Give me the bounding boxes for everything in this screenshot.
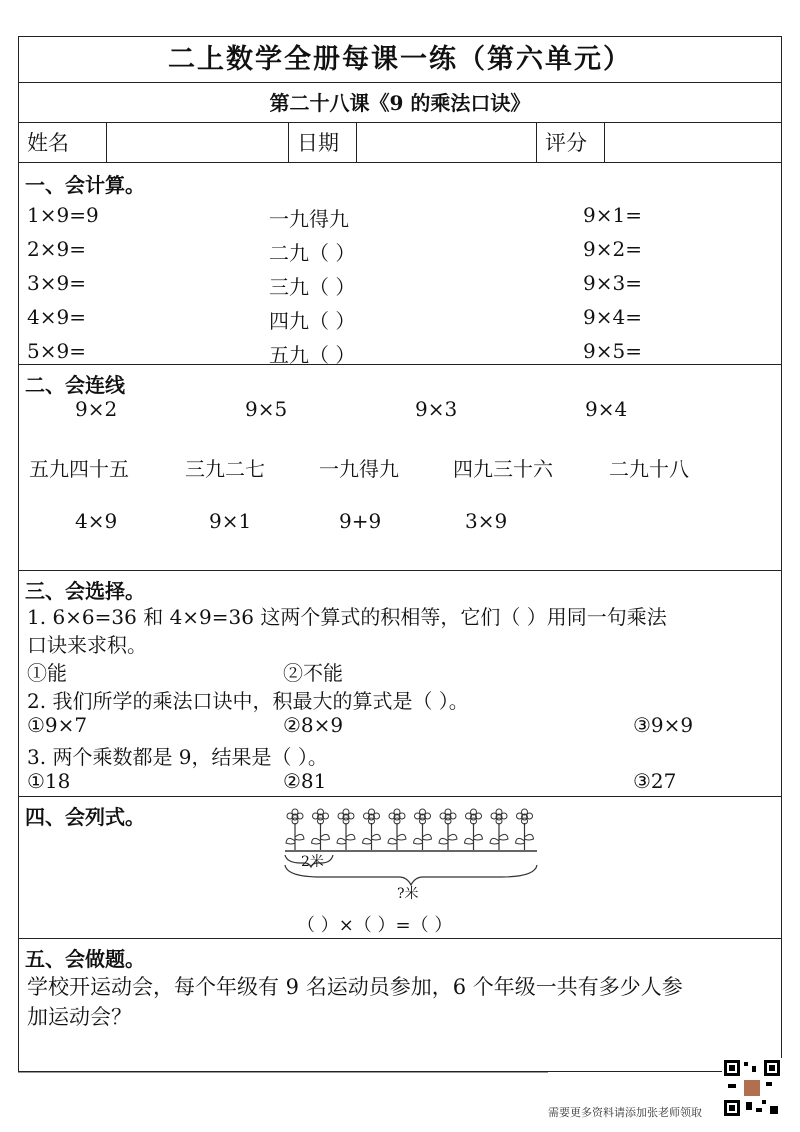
flower-icon: [516, 809, 534, 850]
calc-item: 9×4=: [583, 305, 642, 329]
section-calculate: [19, 163, 781, 365]
score-field[interactable]: [605, 123, 780, 163]
calc-item: 2×9=: [27, 237, 86, 261]
section-heading: 四、会列式。: [25, 805, 145, 829]
worksheet: [18, 36, 782, 1072]
match-top-item[interactable]: 9×3: [415, 397, 458, 421]
equation-blank[interactable]: （ ）×（ ）=（ ）: [297, 915, 453, 936]
calc-item: 9×5=: [583, 339, 642, 363]
flower-icon: [388, 809, 406, 850]
option[interactable]: ①能: [27, 661, 67, 685]
calc-item: 9×2=: [583, 237, 642, 261]
match-middle-item[interactable]: 三九二七: [185, 457, 265, 481]
option[interactable]: ①18: [27, 769, 71, 793]
match-top-item[interactable]: 9×5: [245, 397, 288, 421]
calc-item: 1×9=9: [27, 203, 99, 227]
option[interactable]: ①9×7: [27, 713, 88, 737]
page-title: 二上数学全册每课一练（第六单元）: [19, 37, 781, 83]
section-heading: 一、会计算。: [25, 173, 145, 197]
calc-item: 9×1=: [583, 203, 642, 227]
section-choose: [19, 571, 781, 797]
problem-text: 学校开运动会，每个年级有 9 名运动员参加，6 个年级一共有多少人参: [27, 975, 683, 999]
option[interactable]: ③27: [633, 769, 677, 793]
rhyme-item: 五九（ ）: [269, 343, 356, 367]
question-text: 口诀来求积。: [27, 633, 147, 657]
info-row: [19, 123, 781, 163]
match-bottom-item[interactable]: 9+9: [339, 509, 382, 533]
section-heading: 三、会选择。: [25, 579, 145, 603]
match-middle-item[interactable]: 五九四十五: [29, 457, 129, 481]
section-equation: [19, 797, 781, 939]
rhyme-item: 三九（ ）: [269, 275, 356, 299]
segment-length-label: 2米: [301, 854, 324, 870]
flower-icon: [414, 809, 432, 850]
lesson-subtitle: 第二十八课《9 的乘法口诀》: [19, 83, 781, 123]
flower-icon: [286, 809, 304, 850]
question-text: 3. 两个乘数都是 9，结果是（ ）。: [27, 745, 328, 769]
question-text: 2. 我们所学的乘法口诀中，积最大的算式是（ ）。: [27, 689, 469, 713]
calc-item: 4×9=: [27, 305, 86, 329]
flower-icons: [286, 809, 534, 850]
calc-item: 9×3=: [583, 271, 642, 295]
flower-icon: [312, 809, 330, 850]
name-field[interactable]: [107, 123, 289, 163]
rhyme-item: 二九（ ）: [269, 241, 356, 265]
flower-icon: [439, 809, 457, 850]
flower-icon: [337, 809, 355, 850]
date-label: 日期: [289, 123, 357, 163]
match-middle-item[interactable]: 四九三十六: [453, 457, 553, 481]
problem-text: 加运动会？: [27, 1005, 132, 1029]
option[interactable]: ③9×9: [633, 713, 694, 737]
calc-item: 5×9=: [27, 339, 86, 363]
match-middle-item[interactable]: 一九得九: [319, 457, 399, 481]
flower-icon: [363, 809, 381, 850]
match-bottom-item[interactable]: 3×9: [465, 509, 508, 533]
match-bottom-item[interactable]: 9×1: [209, 509, 252, 533]
calc-item: 3×9=: [27, 271, 86, 295]
match-middle-item[interactable]: 二九十八: [609, 457, 689, 481]
option[interactable]: ②不能: [283, 661, 343, 685]
footer-note: 需要更多资料请添加张老师领取: [548, 1106, 702, 1119]
total-length-label: ?米: [397, 886, 419, 902]
match-top-item[interactable]: 9×4: [585, 397, 628, 421]
option[interactable]: ②81: [283, 769, 327, 793]
rhyme-item: 四九（ ）: [269, 309, 356, 333]
match-bottom-item[interactable]: 4×9: [75, 509, 118, 533]
section-word-problem: [19, 939, 781, 1073]
flower-icon: [465, 809, 483, 850]
option[interactable]: ②8×9: [283, 713, 344, 737]
match-top-item[interactable]: 9×2: [75, 397, 118, 421]
question-text: 1. 6×6=36 和 4×9=36 这两个算式的积相等，它们（ ）用同一句乘法: [27, 605, 667, 629]
rhyme-item: 一九得九: [269, 207, 349, 231]
section-heading: 五、会做题。: [25, 947, 145, 971]
name-label: 姓名: [19, 123, 107, 163]
qr-code-icon[interactable]: [722, 1058, 782, 1118]
section-match: [19, 365, 781, 571]
footer-divider: [18, 1072, 548, 1073]
flower-icon: [490, 809, 508, 850]
section-heading: 二、会连线: [25, 373, 125, 397]
date-field[interactable]: [357, 123, 537, 163]
score-label: 评分: [537, 123, 605, 163]
